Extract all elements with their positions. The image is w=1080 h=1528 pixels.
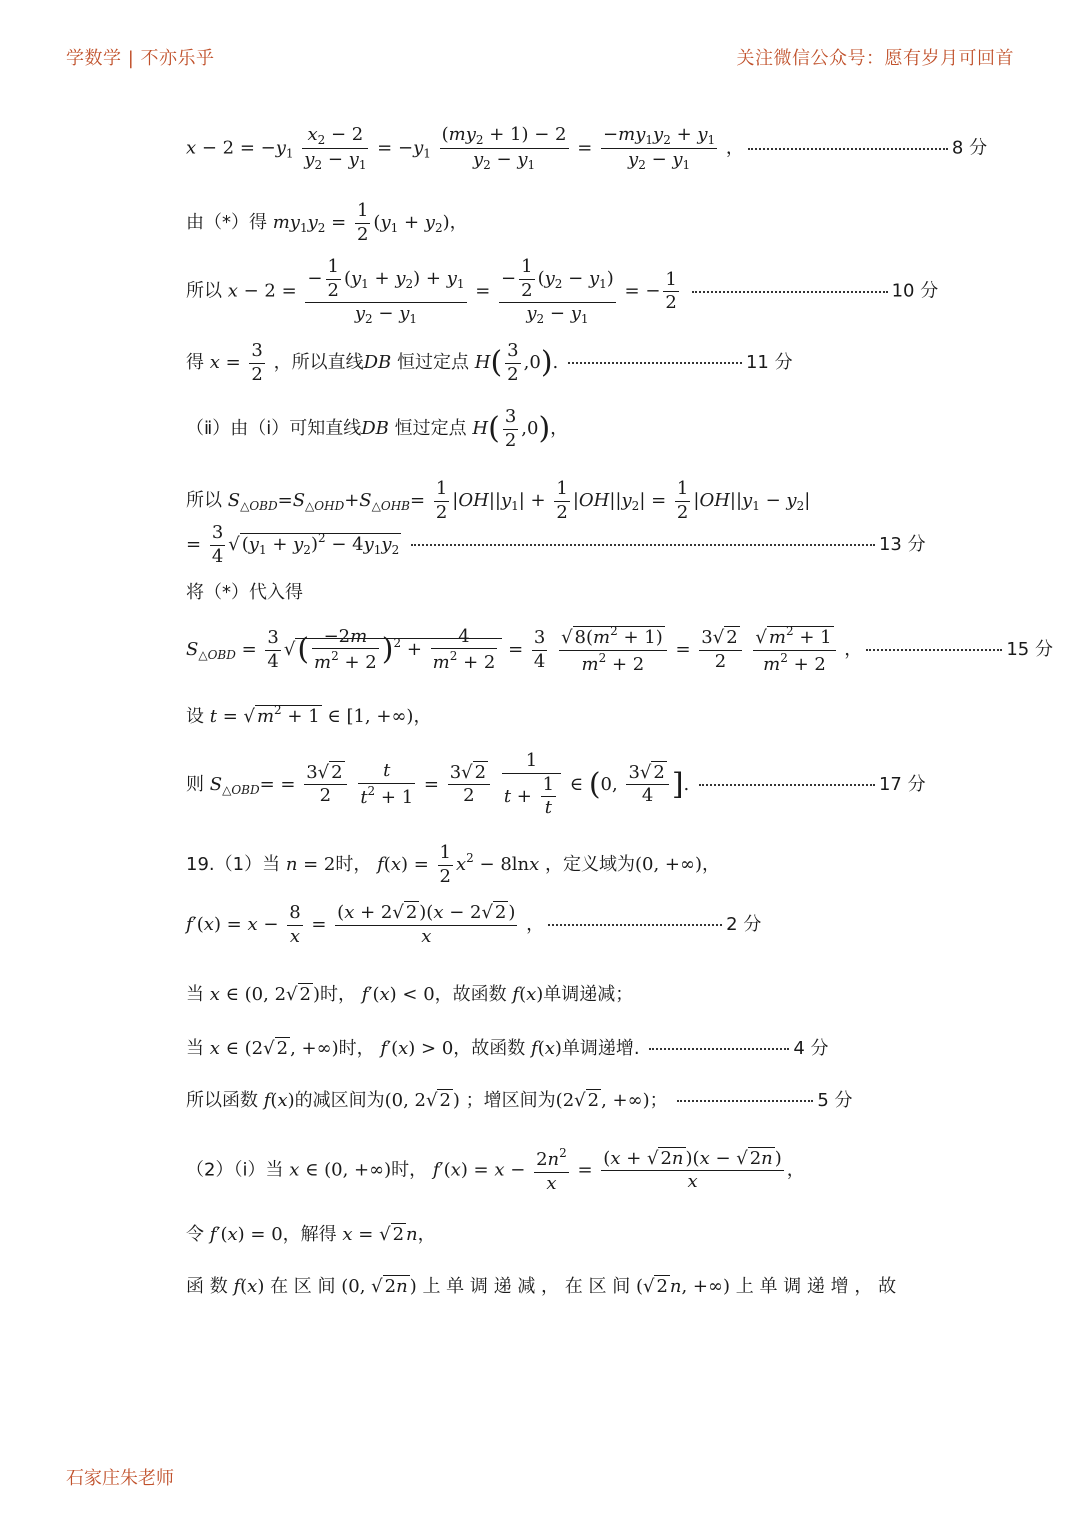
score-13: 13 分 bbox=[878, 534, 926, 555]
equation-line-2: 由（*）得 $my_1y_2$ = $\frac{1}{2}$ $(y_1 + y_2)$， bbox=[186, 200, 468, 245]
equation-line-16: 所以函数 f(x)的减区间为(0, 2√ 2 ) ；增区间为(2√ 2 , +∞)； 5 分 bbox=[186, 1090, 853, 1111]
score-10: 10 分 bbox=[891, 280, 939, 302]
equation-line-19: 函 数 f(x) 在 区 间 (0, √ 2n ) 上 单 调 递 减 ， 在 区 间 (√ 2 n, +∞) 上 单 调 递 增 ， 故 bbox=[186, 1276, 897, 1297]
equation-line-3: 所以 x − 2 = − $\frac{1}{2}$ $(y_1 + y_2) + y_1$ $y_2 - y_1$ = − $\frac{1}{2}$ $(y_2 - y_1)$ $y_2 - y_1$ = − $\frac{1}{2}$ 10 分 bbox=[186, 256, 939, 326]
equation-line-13: f′(x) = x − $\frac{8}{x}$ = $\frac{(x + 2√ 2 )(x - 2√ 2 )}{x}$ ， 2 分 bbox=[186, 902, 762, 947]
text-line-8: 将（*）代入得 bbox=[186, 582, 303, 603]
equation-line-15: 当 x ∈ (2√ 2 , +∞)时， f′(x) > 0，故函数 f(x)单调递增. 4 分 bbox=[186, 1038, 829, 1059]
score-11: 11 分 bbox=[745, 352, 793, 373]
score-4: 4 分 bbox=[793, 1038, 829, 1059]
score-15: 15 分 bbox=[1006, 639, 1053, 660]
equation-line-5: （ⅱ）由（ⅰ）可知直线DB 恒过定点 H( $\frac{3}{2}$ ,0)， bbox=[186, 406, 569, 451]
equation-line-14: 当 x ∈ (0, 2√ 2 )时， f′(x) < 0，故函数 f(x)单调递减； bbox=[186, 984, 634, 1005]
header-left: 学数学 | 不亦乐乎 bbox=[66, 48, 215, 69]
equation-line-11: 则 $S_{\triangle OBD}=$ = $\frac{3√ 2}{2}$ $\frac{t}{t^2 + 1}$ = $\frac{3√ 2}{2}$ 1 t + $\frac{1}{t}$ ∈ (0, $\frac{3√ 2}{4}$ ]. 17 分 bbox=[186, 750, 926, 818]
equation-line-18: 令 f′(x) = 0，解得 x = √ 2 n， bbox=[186, 1224, 436, 1245]
equation-line-17: （2）（ⅰ）当 x ∈ (0, +∞)时， f′(x) = x − $\frac{2n^2}{x}$ = $\frac{(x + √ 2n )(x - √ 2n )}{x}$ ， bbox=[186, 1146, 805, 1194]
footer-author: 石家庄朱老师 bbox=[66, 1468, 174, 1489]
score-2: 2 分 bbox=[726, 914, 762, 935]
header-right: 关注微信公众号：愿有岁月可回首 bbox=[736, 48, 1014, 69]
equation-line-7: = $\frac{3}{4}$ √ $(y_1 + y_2)^2 - 4y_1y_2$ 13 分 bbox=[186, 522, 926, 567]
score-17: 17 分 bbox=[878, 773, 926, 795]
score-5: 5 分 bbox=[817, 1090, 853, 1111]
equation-line-9: $S_{\triangle OBD}$ = $\frac{3}{4}$ √( $\frac{-2m}{m^2 + 2}$ )$^2$ + $\frac{4}{m^2 + 2}$ = $\frac{3}{4}$ $\frac{√ 8(m^2 + 1)}{m^2 + 2}$ = $\frac{3√ 2}{2}$ $\frac{√ m^2 + 1}{m^2 + 2}$ ， 15 分 bbox=[186, 624, 1053, 675]
equation-line-12: 19.（1）当 n = 2时， f(x) = $\frac{1}{2}$ $x^2 - 8\ln x$ ，定义域为(0, +∞)， bbox=[186, 842, 721, 887]
equation-line-10: 设 t = √ $m^2 + 1$ ∈ [1, +∞)， bbox=[186, 703, 432, 727]
equation-line-4: 得 x = $\frac{3}{2}$ ，所以直线DB 恒过定点 H( $\frac{3}{2}$ ,0). 11 分 bbox=[186, 340, 793, 385]
equation-line-1: $x - 2 = -y_1$ $\frac{x_2 - 2}{y_2 - y_1}$ = $-y_1$ $\frac{(my_2 + 1) - 2}{y_2 - y_1}$ = $\frac{-my_1y_2 + y_1}{y_2 - y_1}$ ， 8 分 bbox=[186, 124, 988, 172]
equation-line-6: 所以 $S_{\triangle OBD}=S_{\triangle OHD}+S_{\triangle OHB}=$ $\frac{1}{2}$ $|OH||y_1|$ + $\frac{1}{2}$ $|OH||y_2|$ = $\frac{1}{2}$ $|OH||y_1 - y_2|$ bbox=[186, 478, 811, 523]
score-8: 8 分 bbox=[951, 137, 988, 159]
